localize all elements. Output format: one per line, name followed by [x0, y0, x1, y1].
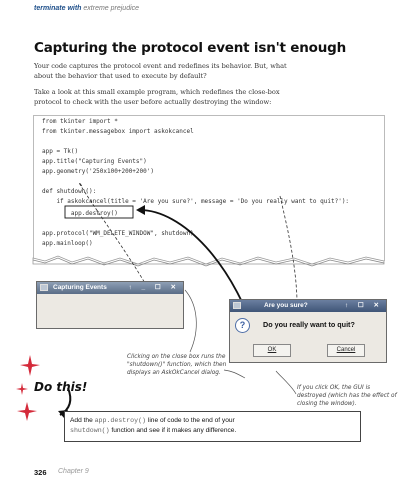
header-bold: terminate with — [34, 5, 82, 12]
cancel-button[interactable]: Cancel — [327, 344, 365, 357]
intro-paragraph-1: Your code captures the protocol event and redefines its behavior. But, what about the behavior that used to execute by default? — [34, 62, 287, 80]
ok-button[interactable]: OK — [253, 344, 291, 357]
question-icon: ? — [235, 318, 250, 333]
inserted-line-outline — [65, 206, 133, 218]
code-line: from tkinter.messagebox import askokcancel — [42, 128, 194, 135]
note-arrow-2 — [276, 371, 296, 394]
window-titlebar — [37, 282, 183, 294]
annotation-ok: If you click OK, the GUI is destroyed (which has the effect of closing the window). — [297, 385, 397, 407]
note-arrow-3 — [185, 290, 196, 352]
dialog-controls[interactable]: ↑ ☐ ✕ — [344, 302, 383, 309]
code-line: if askokcancel(title = 'Are you sure?', message = 'Do you really want to quit?'): — [42, 198, 350, 205]
dialog-title: Are you sure? — [264, 302, 308, 309]
code-line: def shutdown(): — [42, 188, 97, 195]
code-line: app = Tk() — [42, 148, 79, 155]
code-line: app.geometry('250x100+200+200') — [42, 168, 154, 175]
window-title: Capturing Events — [53, 284, 107, 291]
ask-ok-cancel-dialog — [229, 299, 387, 363]
dialog-window-icon — [233, 302, 241, 309]
code-line: app.mainloop() — [42, 240, 93, 247]
instruction-box: Add the app.destroy() line of code to the end of your shutdown() function and see if it makes any difference. — [64, 411, 361, 442]
window-controls[interactable]: ↑ _ ☐ ✕ — [128, 284, 180, 291]
intro-paragraph-2: Take a look at this small example program, which redefines the close-box protocol to check with the user before actually destroying the window: — [34, 88, 280, 106]
window-icon — [40, 284, 48, 291]
code-line: app.protocol("WM_DELETE_WINDOW", shutdown) — [42, 230, 194, 237]
do-this-label: Do this! — [34, 380, 88, 394]
dashed-arrow-to-dialog — [280, 196, 297, 300]
code-line: from tkinter import * — [42, 118, 118, 125]
capturing-events-window — [36, 281, 184, 329]
dialog-titlebar — [230, 300, 386, 312]
code-line: app.title("Capturing Events") — [42, 158, 147, 165]
page-title: Capturing the protocol event isn't enough — [34, 40, 347, 56]
annotation-close-box: Clicking on the close box runs the "shutdown()" function, which then displays an AskOkCancel dialog. — [127, 354, 227, 376]
page-number: 326 — [34, 468, 47, 477]
arrow-head — [136, 205, 145, 215]
header-lite: extreme prejudice — [83, 5, 140, 12]
chapter-label: Chapter 9 — [58, 468, 89, 475]
code-line: app.destroy() — [42, 210, 118, 217]
dialog-message: Do you really want to quit? — [263, 320, 355, 329]
